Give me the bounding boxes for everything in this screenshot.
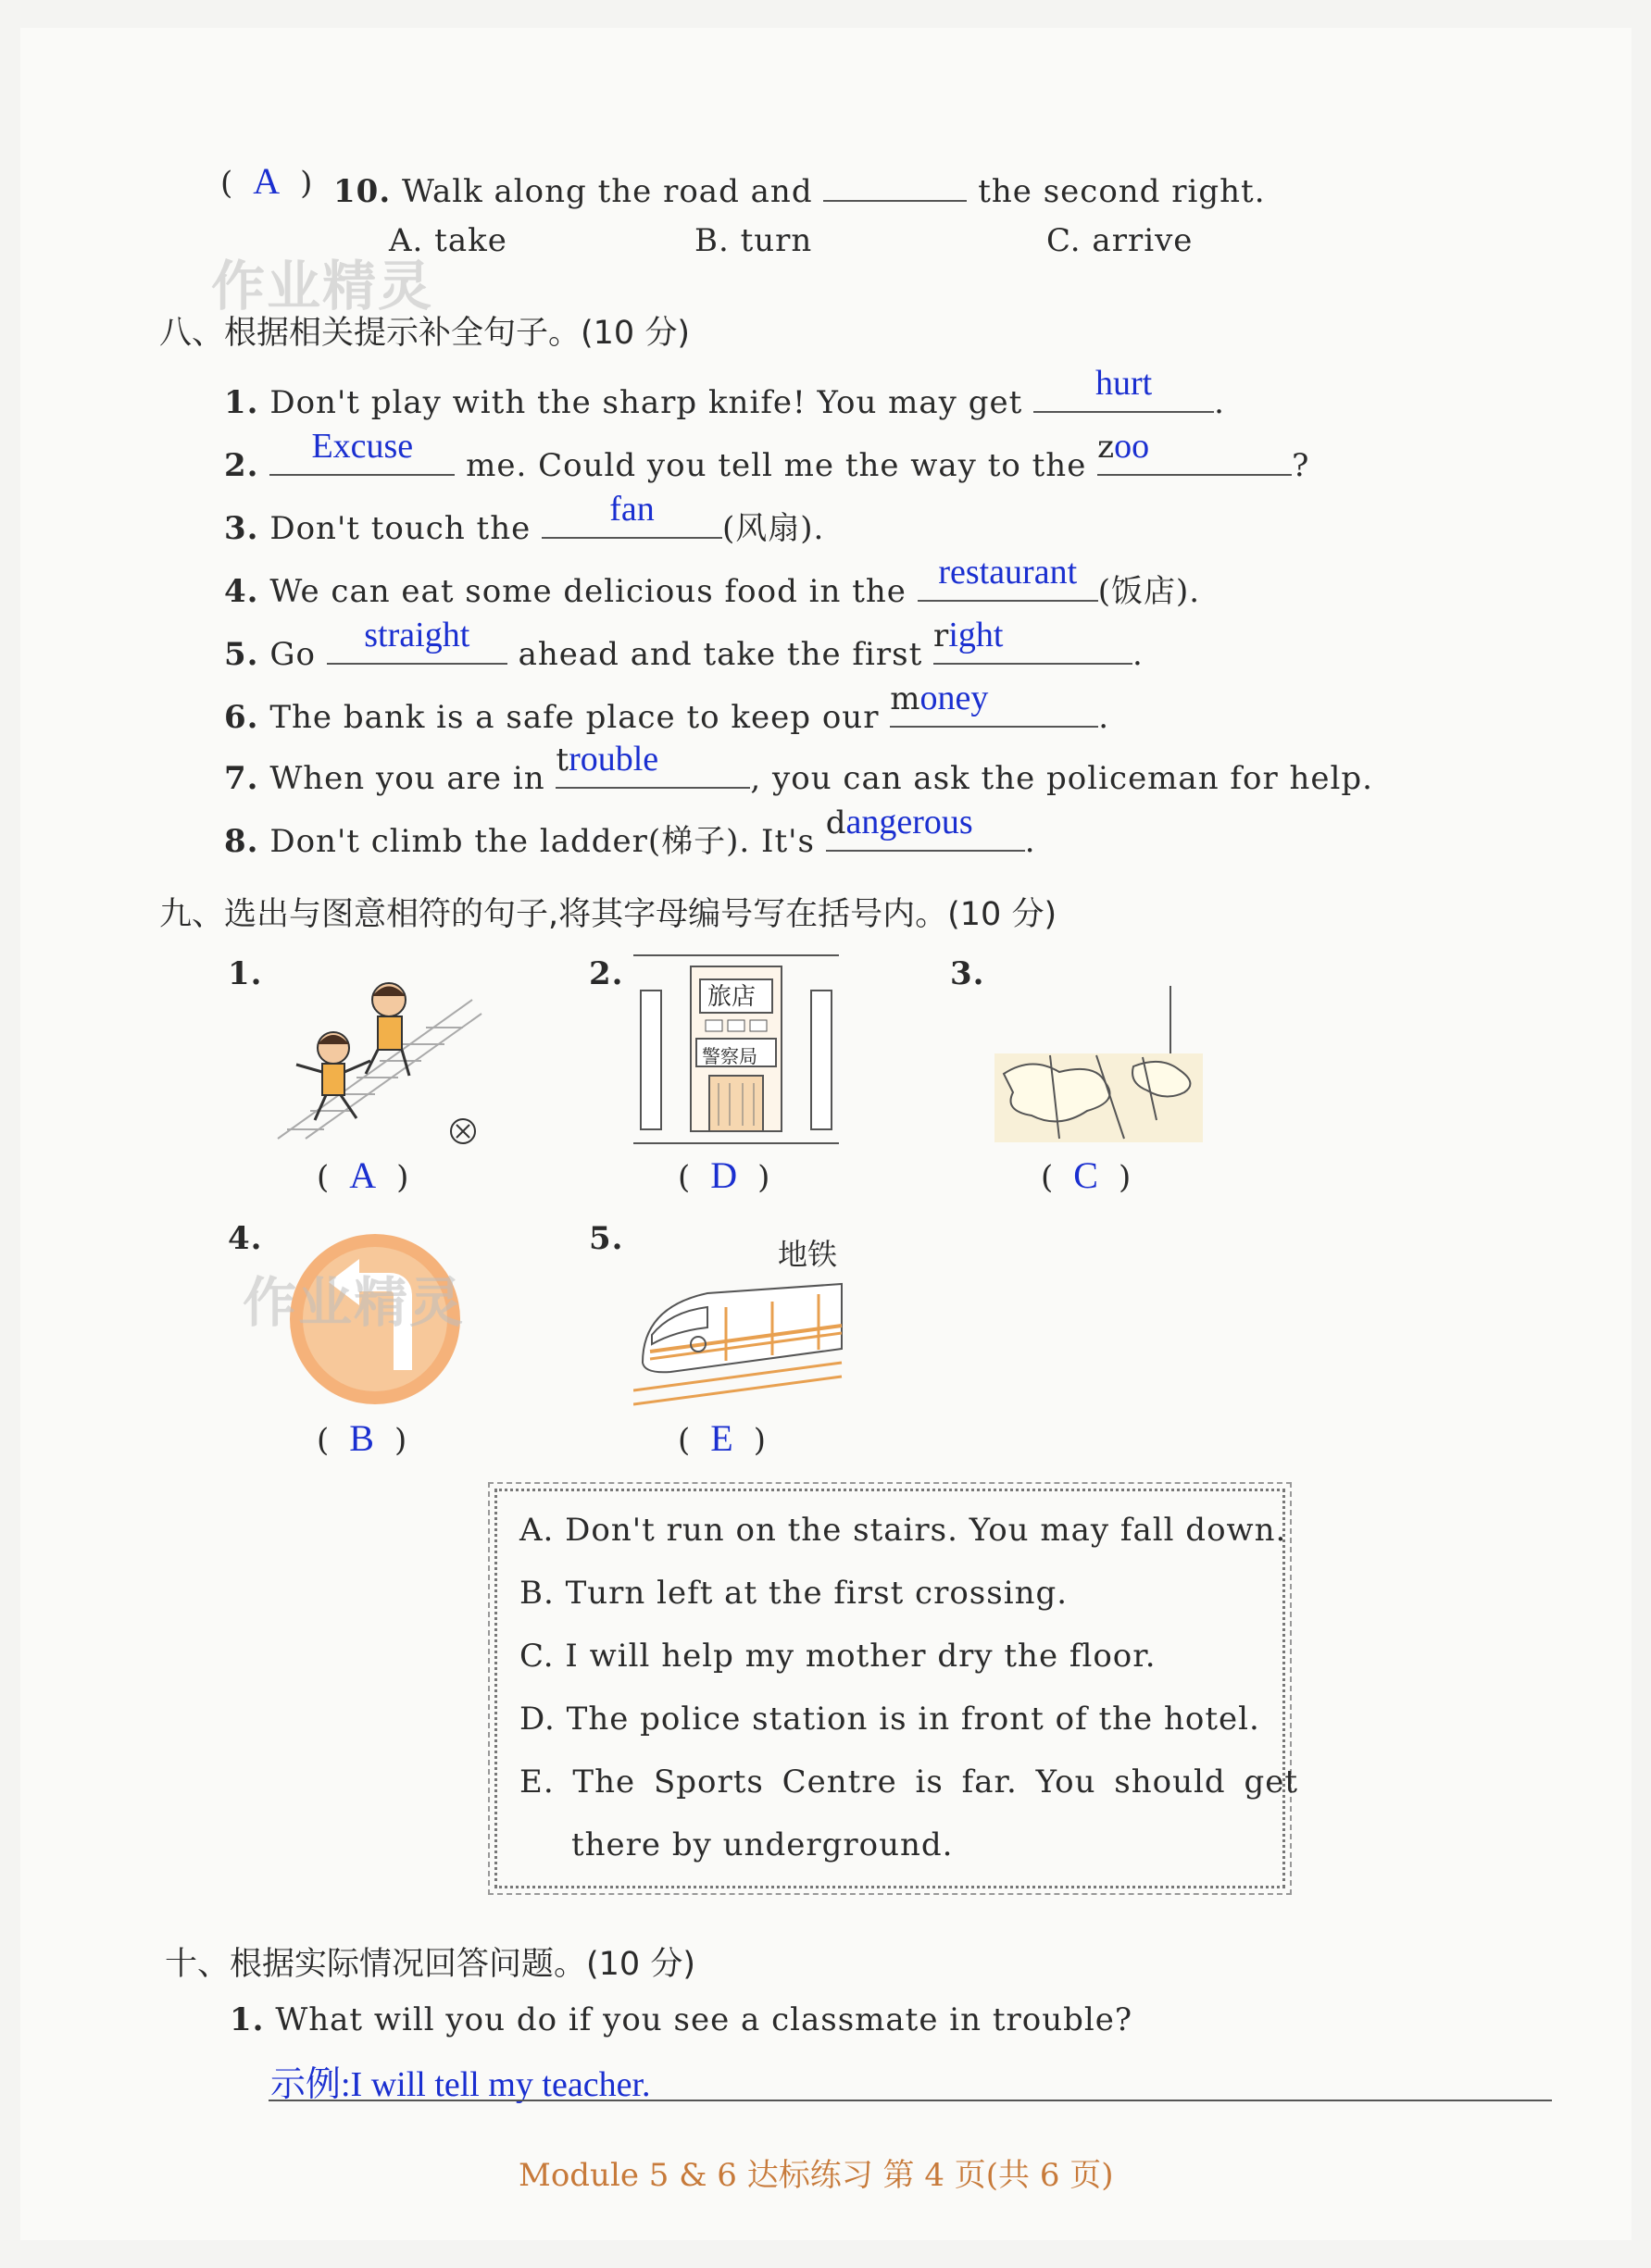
s8-item-2-blank-1: Excuse <box>269 433 455 476</box>
option-b: B. Turn left at the first crossing. <box>519 1575 1069 1612</box>
q10-answer-paren: ( A ) <box>220 160 313 202</box>
s8-item-5-blank-1: straight <box>327 622 507 665</box>
q10-answer: A <box>253 160 281 202</box>
section9-title: 九、选出与图意相符的句子,将其字母编号写在括号内。(10 分) <box>159 896 1057 933</box>
pic5-number: 5. <box>589 1220 624 1257</box>
s8-item-5: 5. Go straight ahead and take the first right . <box>224 616 1144 673</box>
s8-item-7: 7. When you are in trouble , you can ask the policeman for help. <box>224 740 1373 797</box>
s8-item-8: 8. Don't climb the ladder(梯子). It's dangerous . <box>224 803 1036 860</box>
option-d: D. The police station is in front of the hotel. <box>519 1701 1260 1738</box>
q10-option-c: C. arrive <box>1046 222 1194 259</box>
s8-item-3: 3. Don't touch the fan (风扇). <box>224 490 825 547</box>
pic5-answer: E <box>710 1417 733 1459</box>
s8-item-7-blank: trouble <box>556 746 750 789</box>
s8-item-2: 2. Excuse me. Could you tell me the way to the zoo ? <box>224 427 1310 484</box>
pic1-answer: A <box>349 1154 377 1196</box>
hotel-police-station-icon <box>633 953 839 1148</box>
s8-item-8-blank: dangerous <box>826 809 1025 852</box>
q10-blank <box>823 159 967 202</box>
pic2-answer: D <box>710 1154 738 1196</box>
pic4-answer-paren: ( B ) <box>317 1417 407 1459</box>
pic3-answer: C <box>1073 1154 1098 1196</box>
pic3-answer-paren: ( C ) <box>1041 1154 1132 1196</box>
pic1-answer-paren: ( A ) <box>317 1154 409 1196</box>
subway-label: 地铁 <box>778 1237 838 1272</box>
s8-item-4: 4. We can eat some delicious food in the restaurant (饭店). <box>224 553 1201 610</box>
s10-question-1: 1. What will you do if you see a classmate in trouble? <box>230 2001 1133 2038</box>
pic5-answer-paren: ( E ) <box>678 1417 766 1459</box>
section8-title: 八、根据相关提示补全句子。(10 分) <box>159 315 690 352</box>
s8-item-6-blank: money <box>890 685 1098 728</box>
subway-train-icon <box>633 1270 846 1409</box>
watermark-2: 作业精灵 <box>243 1271 466 1334</box>
s10-answer-1: 示例:I will tell my teacher. <box>270 2065 651 2104</box>
children-on-stairs-icon <box>269 972 491 1148</box>
s8-item-4-blank: restaurant <box>918 559 1098 602</box>
police-station-label: 警察局 <box>702 1045 757 1067</box>
s8-item-1: 1. Don't play with the sharp knife! You may get hurt . <box>224 364 1225 421</box>
section10-title: 十、根据实际情况回答问题。(10 分) <box>165 1946 695 1983</box>
s8-item-3-blank: fan <box>542 496 722 539</box>
pic4-number: 4. <box>228 1220 263 1257</box>
q10-stem: 10. Walk along the road and the second right. <box>333 159 1266 210</box>
s8-item-1-blank: hurt <box>1033 370 1214 413</box>
pic2-answer-paren: ( D ) <box>678 1154 770 1196</box>
pic3-number: 3. <box>950 955 985 992</box>
s10-answer-line <box>269 2100 1552 2101</box>
wet-floor-icon <box>994 981 1207 1148</box>
option-c: C. I will help my mother dry the floor. <box>519 1638 1157 1675</box>
q10-option-b: B. turn <box>694 222 813 259</box>
options-box <box>494 1489 1299 1888</box>
option-a: A. Don't run on the stairs. You may fall down. <box>519 1512 1287 1549</box>
s8-item-6: 6. The bank is a safe place to keep our money . <box>224 679 1110 736</box>
q10-option-a: A. take <box>389 222 507 259</box>
s8-item-5-blank-2: right <box>933 622 1132 665</box>
hotel-label: 旅店 <box>707 983 757 1011</box>
option-e: E. The Sports Centre is far. You should get <box>519 1763 1299 1801</box>
option-e-continued: there by underground. <box>571 1826 954 1863</box>
pic1-number: 1. <box>228 955 263 992</box>
page-footer: Module 5 & 6 达标练习 第 4 页(共 6 页) <box>519 2157 1114 2194</box>
pic2-number: 2. <box>589 955 624 992</box>
s8-item-2-blank-2: zoo <box>1097 433 1292 476</box>
pic4-answer: B <box>349 1417 374 1459</box>
watermark: 作业精灵 <box>211 255 434 318</box>
